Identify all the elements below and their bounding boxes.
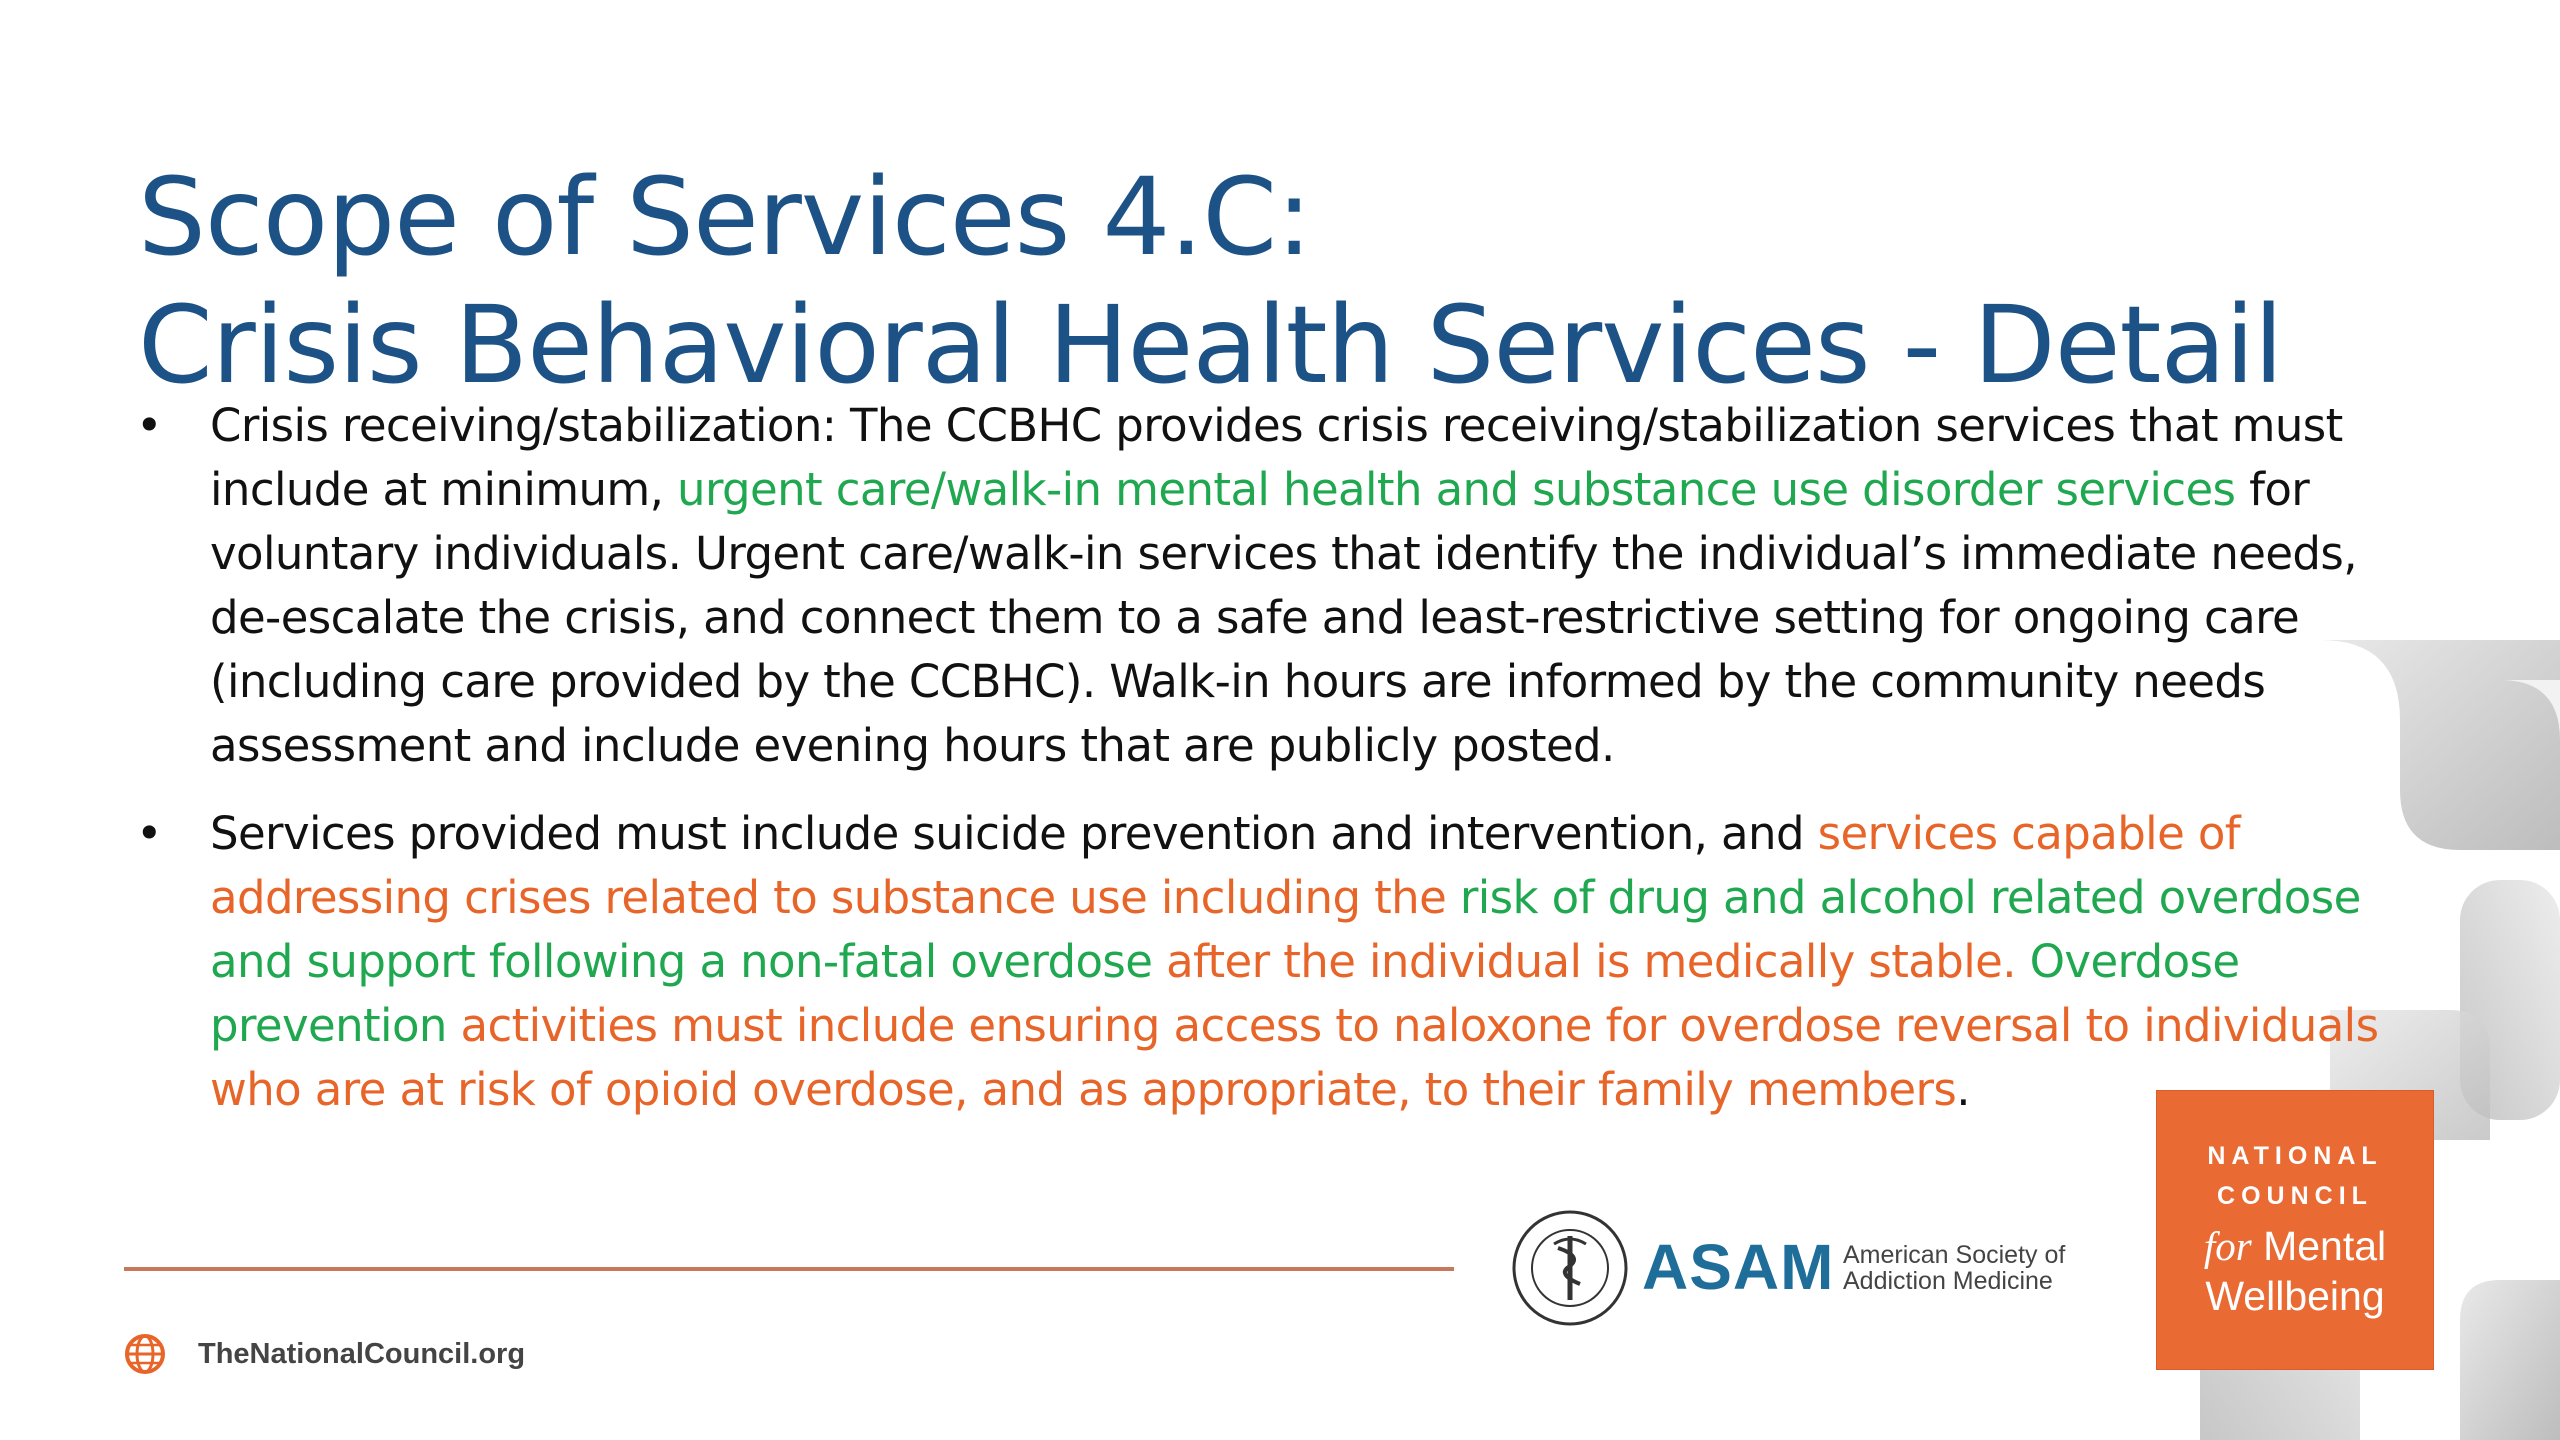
bullet-2-text: Services provided must include suicide prevention and intervention, and xyxy=(210,807,1818,860)
website-link[interactable]: TheNationalCouncil.org xyxy=(198,1338,526,1370)
footer-divider xyxy=(124,1267,1454,1271)
ncmw-line-1: NATIONAL xyxy=(2207,1142,2383,1170)
bullet-1-text-cont: for voluntary individuals. Urgent care/walk-in services that identify the individual’s immediate needs, de-escalate the crisis, and connect them to a safe and least-restrictive setting for ongoing care (including care provided by the CCBHC). Walk-in hours are informed by the community needs assessment and include evening hours that are publicly posted. xyxy=(210,463,2357,772)
bullet-crisis-receiving xyxy=(130,394,2420,778)
asam-full-name xyxy=(1843,1242,2065,1294)
asam-name-line-1: American Society of xyxy=(1843,1241,2066,1269)
globe-icon xyxy=(124,1333,166,1375)
bullet-2-highlight-orange-3: activities must include ensuring access to naloxone for overdose reversal to individuals who are at risk of opioid overdose, and as appropriate, to their family members xyxy=(210,999,2379,1116)
ncmw-for: for xyxy=(2203,1223,2252,1269)
bullet-2-highlight-green: risk of drug and alcohol related overdose and support following a non-fatal overdose xyxy=(210,871,2361,988)
national-council-logo xyxy=(2156,1090,2434,1370)
ncmw-mental: Mental xyxy=(2251,1223,2387,1269)
asam-wordmark: ASAM xyxy=(1642,1231,1835,1303)
ncmw-line-2: COUNCIL xyxy=(2217,1182,2373,1210)
bullet-list xyxy=(130,394,2420,1146)
ncmw-line-4: Wellbeing xyxy=(2205,1273,2385,1319)
slide-title-line-1: Scope of Services 4.C: xyxy=(138,155,1312,280)
ncmw-line-3 xyxy=(2156,1222,2434,1270)
bullet-services-provided xyxy=(130,802,2420,1122)
bullet-2-highlight-orange-2: after the individual is medically stable. xyxy=(1152,935,2030,988)
slide-title xyxy=(138,154,2338,410)
asam-name-line-2: Addiction Medicine xyxy=(1843,1267,2053,1295)
bullet-marker: • xyxy=(136,807,162,860)
bullet-1-highlight-green: urgent care/walk-in mental health and substance use disorder services xyxy=(677,463,2236,516)
bullet-marker: • xyxy=(136,399,162,452)
slide-title-line-2: Crisis Behavioral Health Services - Detail xyxy=(138,283,2283,408)
bullet-2-highlight-orange: services capable of addressing crises related to substance use including the xyxy=(210,807,2241,924)
bullet-2-period: . xyxy=(1956,1063,1970,1116)
bullet-1-text: Crisis receiving/stabilization: The CCBHC provides crisis receiving/stabilization services that must include at minimum, xyxy=(210,399,2343,516)
asam-seal-logo xyxy=(1510,1208,1630,1328)
bullet-2-highlight-green-2: Overdose prevention xyxy=(210,935,2240,1052)
